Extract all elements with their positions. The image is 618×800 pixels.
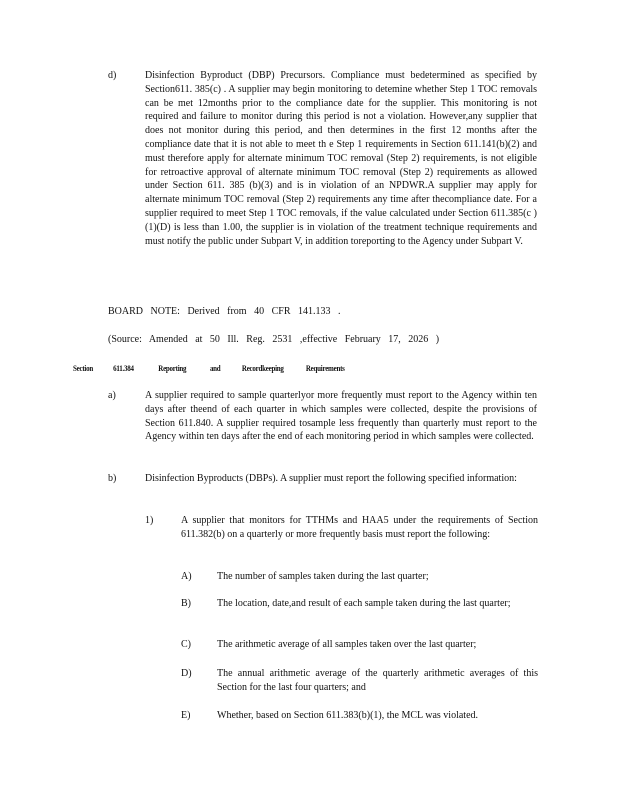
subitem-text: The location, date,and result of each sample taken during the last quarter; [217,598,511,609]
section-word: Section [73,363,93,373]
subitem-text: The annual arithmetic average of the quarterly arithmetic averages of this Section for the last four quarters; and [217,668,538,693]
section-title-word-4: Requirements [305,363,345,373]
item-a-label: a) [108,390,116,401]
subitem-label: A) [181,571,192,582]
item-d-text: Disinfection Byproduct (DBP) Precursors. Compliance must bedetermined as specified by Section611. 385(c) . A supplier may begin monitoring to detemine whether Step 1 TOC removals can be met 12months prior to the compliance date for the supplier. This monitoring is not required and failure to monitor during this period is not a violation. However,any supplier that does not monitor during this period, and then determines in the first 12 months after the compliance date that it is not able to meet th e Step 1 requirements in Section 611.141(b)(2) and must therefore apply for alternate minimum TOC removal (Step 2) requirements, is not eligible for retroactive approval of alternate minimum TOC removal (Step 2) requirements as allowed under Section 611. 385 (b)(3) and is in violation of an NPDWR.A supplier may apply for alternate minimum TOC removal (Step 2) requirements any time after thecompliance date. For a supplier required to meet Step 1 TOC removals, if the value calculated under Section 611.385(c )(1)(D) is less than 1.00, the supplier is in violation of the treatment technique requirements and must notify the public under Subpart V, in addition toreporting to the Agency under Subpart V. [145,70,537,247]
section-title-word-2: and [209,363,221,373]
item-b-text: Disinfection Byproducts (DBPs). A supplier must report the following specified information: [145,473,517,484]
section-title-word-1: Reporting [158,363,187,373]
item-b-label: b) [108,473,117,484]
item-d-label: d) [108,70,117,81]
item-a-text: A supplier required to sample quarterlyor more frequently must report to the Agency within ten days after theend of each quarter in which samples were collected, despite the provisions of Section 611.840. A supplier required tosample less frequently than quarterly must report to the Agency within ten days after the end of each monitoring period in which samples were collected. [145,390,537,443]
subitem-label: E) [181,710,191,721]
section-number: 611.384 [113,363,134,373]
subitem-text: The arithmetic average of all samples taken over the last quarter; [217,639,477,650]
subitem-label: B) [181,598,191,609]
item-b1-text: A supplier that monitors for TTHMs and HAA5 under the requirements of Section 611.382(b) on a quarterly or more frequently basis must report the following: [181,515,538,540]
source-note: (Source: Amended at 50 Ill. Reg. 2531 ,effective February 17, 2026 ) [108,334,440,345]
subitem-label: C) [181,639,191,650]
board-note: BOARD NOTE: Derived from 40 CFR 141.133 . [108,306,341,317]
section-heading [73,363,345,373]
subitem-text: Whether, based on Section 611.383(b)(1), the MCL was violated. [217,710,479,721]
item-b1-label: 1) [145,515,154,526]
subitem-text: The number of samples taken during the last quarter; [217,571,429,582]
subitem-label: D) [181,668,192,679]
section-title-word-3: Recordkeeping [241,363,284,373]
